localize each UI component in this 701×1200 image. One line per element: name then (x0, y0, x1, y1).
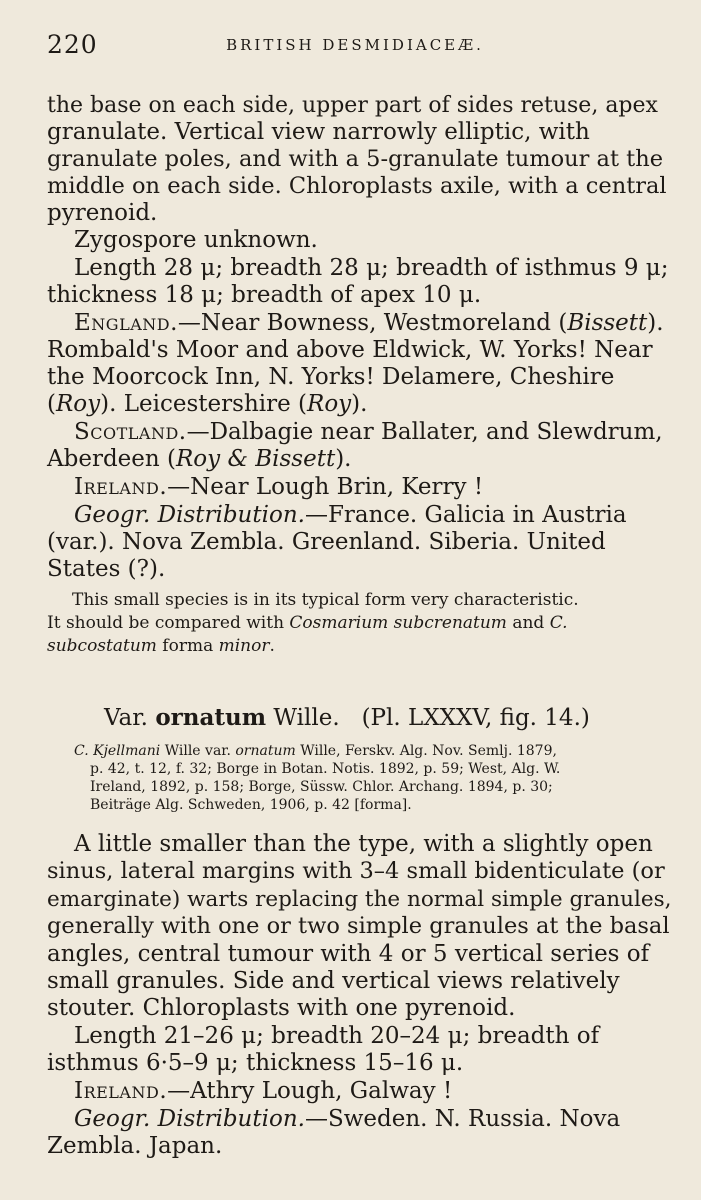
text-line: Zembla. Japan. (47, 1133, 223, 1159)
synonymy-line: Ireland, 1892, p. 158; Borge, Süssw. Chlor. Archang. 1894, p. 30; (90, 779, 553, 795)
text-line: the Moorcock Inn, N. Yorks! Delamere, Cheshire (47, 364, 615, 390)
region-label: England. (74, 310, 178, 336)
locality-england: England.—Near Bowness, Westmoreland (Bissett). (74, 310, 664, 336)
region-label: Ireland. (74, 1078, 168, 1104)
variety-name: ornatum (155, 704, 267, 731)
text-line: the base on each side, upper part of sides retuse, apex (47, 93, 658, 118)
locality-scotland: Scotland.—Dalbagie near Ballater, and Slewdrum, (74, 419, 663, 445)
text-line: stouter. Chloroplasts with one pyrenoid. (47, 995, 516, 1021)
synonymy-line: p. 42, t. 12, f. 32; Borge in Botan. Notis. 1892, p. 59; West, Alg. W. (90, 761, 561, 777)
text-line: middle on each side. Chloroplasts axile, with a central (47, 173, 667, 199)
dimensions-line: Length 21–26 μ; breadth 20–24 μ; breadth of (74, 1023, 600, 1049)
variety-heading: Var. ornatum Wille. (Pl. LXXXV, fig. 14.) (104, 704, 590, 731)
synonymy-line: Beiträge Alg. Schweden, 1906, p. 42 [forma]. (90, 797, 412, 813)
locality-ireland: Ireland.—Athry Lough, Galway ! (74, 1078, 453, 1104)
dimensions-line: Length 28 μ; breadth 28 μ; breadth of isthmus 9 μ; (74, 255, 669, 281)
running-title: BRITISH DESMIDIACEÆ. (226, 36, 484, 54)
dimensions-line: thickness 18 μ; breadth of apex 10 μ. (47, 282, 482, 308)
text-line: sinus, lateral margins with 3–4 small bidenticulate (or (47, 858, 665, 884)
page-header (47, 30, 663, 64)
text-line: Rombald's Moor and above Eldwick, W. Yorks! Near (47, 337, 653, 363)
text-line: granulate. Vertical view narrowly elliptic, with (47, 119, 590, 145)
text-line: pyrenoid. (47, 200, 158, 226)
plate-reference: (Pl. LXXXV, fig. 14.) (361, 705, 590, 731)
locality-ireland: Ireland.—Near Lough Brin, Kerry ! (74, 474, 484, 500)
geographic-distribution: Geogr. Distribution.—Sweden. N. Russia. Nova (74, 1106, 621, 1132)
page-number: 220 (47, 30, 98, 59)
text-line: States (?). (47, 556, 166, 582)
text-line: granulate poles, and with a 5-granulate tumour at the (47, 146, 664, 172)
text-line: generally with one or two simple granules at the basal (47, 913, 670, 939)
region-label: Scotland. (74, 419, 187, 445)
text-line: (var.). Nova Zembla. Greenland. Siberia. United (47, 529, 606, 555)
text-line: small granules. Side and vertical views relatively (47, 968, 620, 994)
text-line: (Roy). Leicestershire (Roy). (47, 391, 368, 417)
text-line: Aberdeen (Roy & Bissett). (47, 446, 352, 472)
text-line: angles, central tumour with 4 or 5 vertical series of (47, 941, 650, 967)
region-label: Ireland. (74, 474, 168, 500)
text-line: emarginate) warts replacing the normal simple granules, (47, 887, 672, 912)
geographic-distribution: Geogr. Distribution.—France. Galicia in Austria (74, 502, 627, 528)
note-line: It should be compared with Cosmarium subcrenatum and C. (47, 613, 568, 633)
note-line: subcostatum forma minor. (47, 636, 275, 656)
text-line: A little smaller than the type, with a slightly open (74, 831, 653, 857)
note-line: This small species is in its typical form very characteristic. (72, 590, 579, 610)
synonymy-line: C. Kjellmani Wille var. ornatum Wille, Ferskv. Alg. Nov. Semlj. 1879, (74, 743, 557, 759)
dimensions-line: isthmus 6·5–9 μ; thickness 15–16 μ. (47, 1050, 464, 1076)
zygospore-line: Zygospore unknown. (74, 227, 318, 253)
